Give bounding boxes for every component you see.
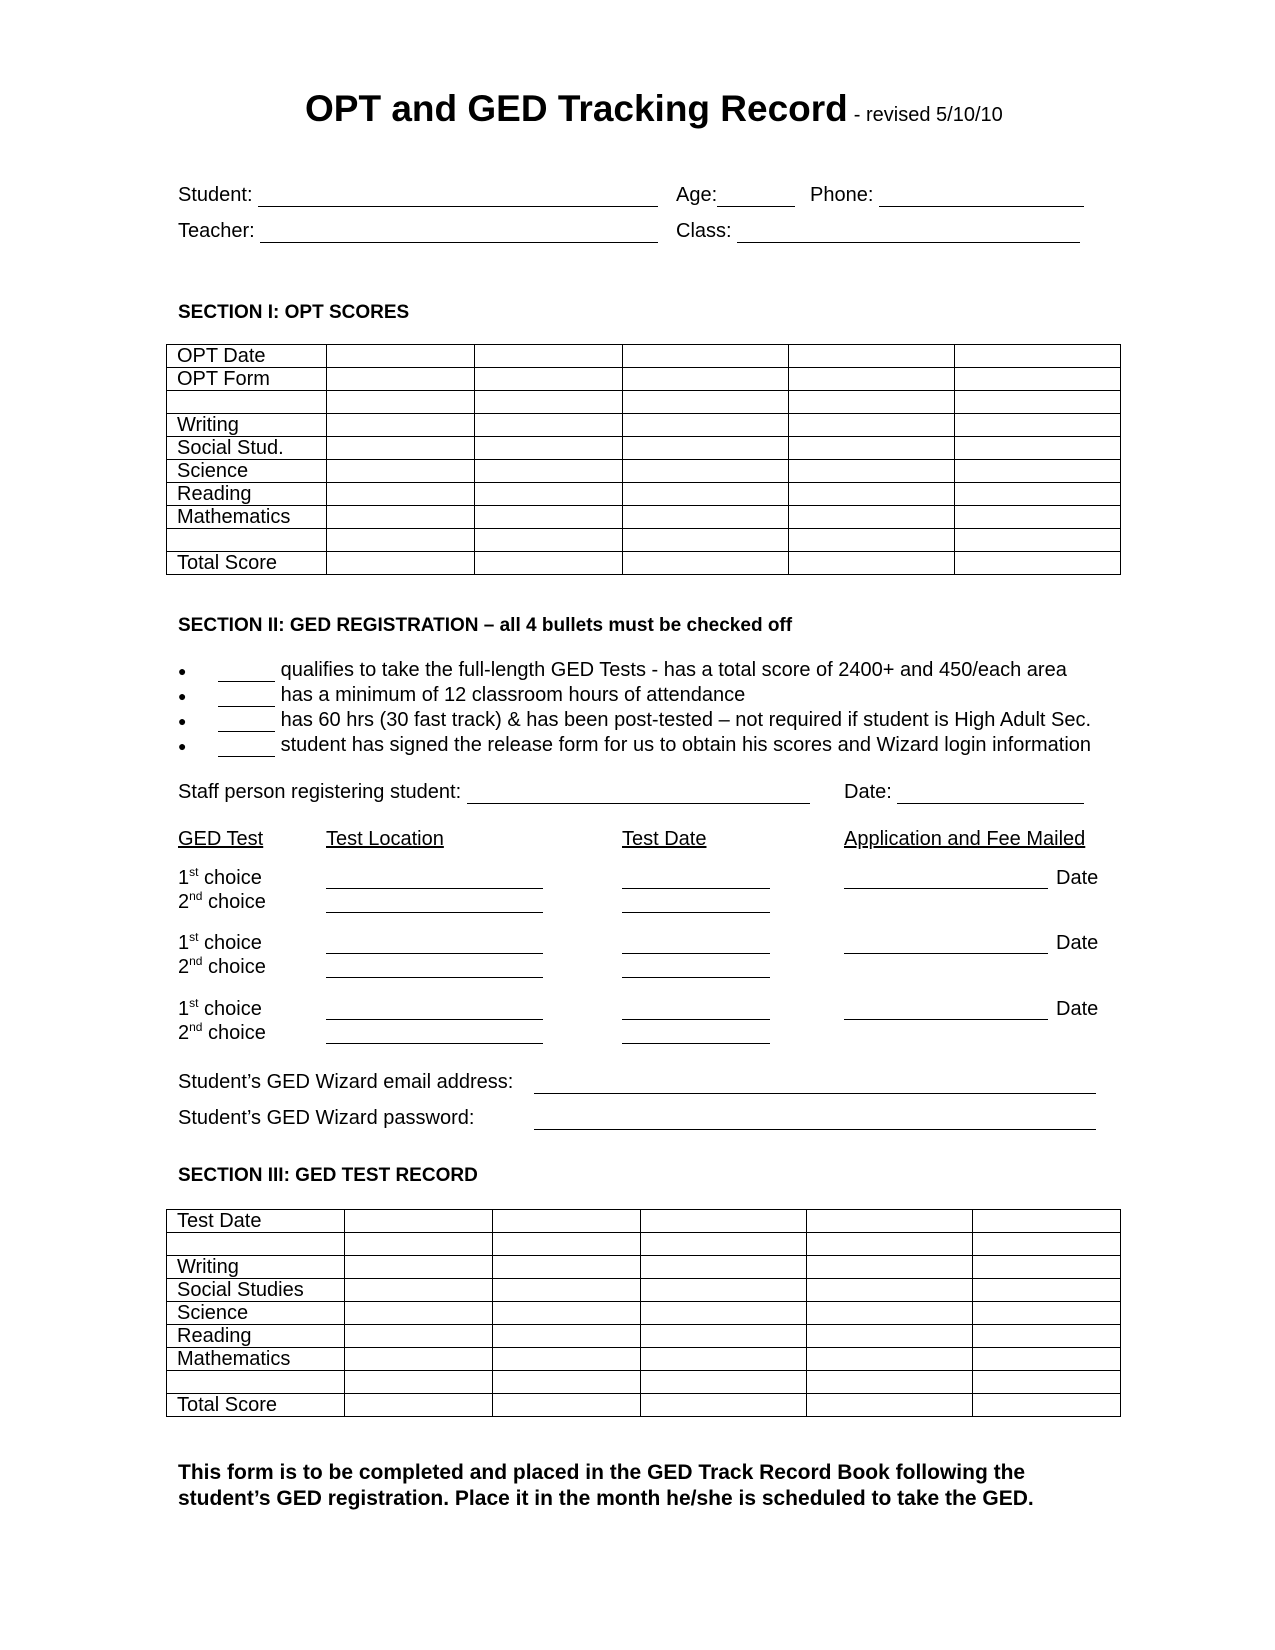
page-title xyxy=(305,88,1003,130)
choice-label xyxy=(178,932,262,955)
score-cell[interactable] xyxy=(345,1325,493,1348)
score-cell[interactable] xyxy=(475,552,623,575)
ged-test-record-table xyxy=(166,1209,1121,1417)
score-cell[interactable] xyxy=(327,345,475,368)
score-cell[interactable] xyxy=(345,1210,493,1233)
row-label: Total Score xyxy=(167,552,327,575)
score-cell[interactable] xyxy=(475,460,623,483)
section2-heading: SECTION II: GED REGISTRATION – all 4 bullets must be checked off xyxy=(178,615,793,636)
score-cell[interactable] xyxy=(807,1233,973,1256)
section3-heading: SECTION III: GED TEST RECORD xyxy=(178,1165,478,1186)
choice-label xyxy=(178,998,262,1021)
staff-label: Staff person registering student: xyxy=(178,781,462,803)
score-cell[interactable] xyxy=(623,345,789,368)
score-cell[interactable] xyxy=(973,1371,1121,1394)
score-cell[interactable] xyxy=(475,414,623,437)
table-row xyxy=(167,1302,1121,1325)
score-cell[interactable] xyxy=(475,529,623,552)
choice-word: choice xyxy=(204,998,262,1020)
checkoff-line[interactable] xyxy=(218,686,275,707)
score-cell[interactable] xyxy=(345,1394,493,1417)
score-cell[interactable] xyxy=(475,506,623,529)
score-cell[interactable] xyxy=(955,437,1121,460)
choice-ordinal: nd xyxy=(189,1020,203,1034)
score-cell[interactable] xyxy=(973,1394,1121,1417)
phone-label: Phone: xyxy=(810,184,874,206)
fee-mailed-line[interactable] xyxy=(844,868,1048,889)
row-label: OPT Form xyxy=(167,368,327,391)
score-cell[interactable] xyxy=(955,345,1121,368)
table-row xyxy=(167,414,1121,437)
teacher-field xyxy=(178,220,658,243)
bullet-item xyxy=(178,734,1091,757)
checkoff-line[interactable] xyxy=(218,661,275,682)
score-cell[interactable] xyxy=(789,345,955,368)
score-cell[interactable] xyxy=(955,483,1121,506)
test-date-line[interactable] xyxy=(622,999,770,1020)
age-label: Age: xyxy=(676,184,718,206)
choice-number: 1 xyxy=(178,867,190,889)
score-cell[interactable] xyxy=(493,1394,641,1417)
registration-date-field xyxy=(844,781,1084,804)
choice-word: choice xyxy=(208,956,266,978)
score-cell[interactable] xyxy=(973,1302,1121,1325)
score-cell[interactable] xyxy=(789,529,955,552)
score-cell[interactable] xyxy=(623,414,789,437)
student-label: Student: xyxy=(178,184,253,206)
score-cell[interactable] xyxy=(475,437,623,460)
score-cell[interactable] xyxy=(807,1302,973,1325)
wizard-password-input-line[interactable] xyxy=(534,1109,1096,1130)
row-label: Social Studies xyxy=(167,1279,345,1302)
score-cell[interactable] xyxy=(807,1210,973,1233)
fee-mailed-line[interactable] xyxy=(844,999,1048,1020)
student-input-line[interactable] xyxy=(258,186,658,207)
score-cell[interactable] xyxy=(641,1233,807,1256)
score-cell[interactable] xyxy=(955,414,1121,437)
score-cell[interactable] xyxy=(807,1279,973,1302)
age-input-line[interactable] xyxy=(717,186,795,207)
row-label: Social Stud. xyxy=(167,437,327,460)
score-cell[interactable] xyxy=(493,1325,641,1348)
choice-label xyxy=(178,1022,266,1045)
table-row xyxy=(167,552,1121,575)
table-row xyxy=(167,1256,1121,1279)
row-label: Science xyxy=(167,460,327,483)
bullet-item xyxy=(178,659,1067,682)
bullet-icon: ● xyxy=(178,713,187,729)
fee-mailed-date-label: Date xyxy=(1056,867,1099,889)
col-application-fee: Application and Fee Mailed xyxy=(844,828,1086,850)
col-test-location: Test Location xyxy=(326,828,444,850)
score-cell[interactable] xyxy=(475,368,623,391)
row-label xyxy=(167,1233,345,1256)
student-field xyxy=(178,184,658,207)
choice-ordinal: nd xyxy=(189,889,203,903)
test-location-line[interactable] xyxy=(326,868,543,889)
score-cell[interactable] xyxy=(493,1233,641,1256)
score-cell[interactable] xyxy=(955,552,1121,575)
footer-note xyxy=(178,1460,1034,1512)
row-label: Writing xyxy=(167,1256,345,1279)
score-cell[interactable] xyxy=(623,506,789,529)
score-cell[interactable] xyxy=(973,1279,1121,1302)
choice-number: 1 xyxy=(178,998,190,1020)
row-label: Test Date xyxy=(167,1210,345,1233)
score-cell[interactable] xyxy=(955,529,1121,552)
score-cell[interactable] xyxy=(493,1371,641,1394)
score-cell[interactable] xyxy=(623,368,789,391)
choice-ordinal: nd xyxy=(189,954,203,968)
score-cell[interactable] xyxy=(807,1394,973,1417)
bullet-text: has 60 hrs (30 fast track) & has been post-tested – not required if student is High Adult Sec. xyxy=(280,709,1092,731)
score-cell[interactable] xyxy=(955,460,1121,483)
table-row xyxy=(167,1325,1121,1348)
bullet-icon: ● xyxy=(178,663,187,679)
wizard-email-input-line[interactable] xyxy=(534,1073,1096,1094)
score-cell[interactable] xyxy=(641,1348,807,1371)
score-cell[interactable] xyxy=(807,1256,973,1279)
score-cell[interactable] xyxy=(807,1325,973,1348)
phone-field xyxy=(810,184,1084,207)
score-cell[interactable] xyxy=(789,391,955,414)
table-row xyxy=(167,368,1121,391)
score-cell[interactable] xyxy=(327,368,475,391)
score-cell[interactable] xyxy=(955,391,1121,414)
table-row xyxy=(167,1279,1121,1302)
test-date-line[interactable] xyxy=(622,1023,770,1044)
wizard-email-label: Student’s GED Wizard email address: xyxy=(178,1071,514,1093)
title-main: OPT and GED Tracking Record xyxy=(305,88,848,129)
fee-mailed-line[interactable] xyxy=(844,933,1048,954)
table-row xyxy=(167,460,1121,483)
row-label: Total Score xyxy=(167,1394,345,1417)
score-cell[interactable] xyxy=(641,1325,807,1348)
score-cell[interactable] xyxy=(623,437,789,460)
choice-number: 2 xyxy=(178,891,190,913)
score-cell[interactable] xyxy=(327,391,475,414)
test-date-line[interactable] xyxy=(622,892,770,913)
score-cell[interactable] xyxy=(641,1256,807,1279)
score-cell[interactable] xyxy=(475,391,623,414)
footer-line-1: This form is to be completed and placed in the GED Track Record Book following the xyxy=(178,1461,1026,1484)
score-cell[interactable] xyxy=(955,506,1121,529)
score-cell[interactable] xyxy=(973,1210,1121,1233)
teacher-input-line[interactable] xyxy=(260,222,658,243)
score-cell[interactable] xyxy=(327,552,475,575)
bullet-item xyxy=(178,709,1091,732)
test-date-line[interactable] xyxy=(622,933,770,954)
row-label: Reading xyxy=(167,1325,345,1348)
bullet-text: has a minimum of 12 classroom hours of attendance xyxy=(280,684,746,706)
table-row xyxy=(167,1394,1121,1417)
bullet-icon: ● xyxy=(178,738,187,754)
table-row xyxy=(167,1233,1121,1256)
col-test-date: Test Date xyxy=(622,828,707,850)
score-cell[interactable] xyxy=(973,1256,1121,1279)
class-input-line[interactable] xyxy=(737,222,1080,243)
score-cell[interactable] xyxy=(345,1279,493,1302)
test-location-line[interactable] xyxy=(326,1023,543,1044)
row-label xyxy=(167,529,327,552)
test-date-line[interactable] xyxy=(622,868,770,889)
choice-ordinal: st xyxy=(189,930,199,944)
test-location-line[interactable] xyxy=(326,957,543,978)
score-cell[interactable] xyxy=(789,414,955,437)
score-cell[interactable] xyxy=(493,1279,641,1302)
score-cell[interactable] xyxy=(955,368,1121,391)
score-cell[interactable] xyxy=(327,483,475,506)
staff-input-line[interactable] xyxy=(467,783,810,804)
score-cell[interactable] xyxy=(327,437,475,460)
checkoff-line[interactable] xyxy=(218,711,275,732)
row-label: OPT Date xyxy=(167,345,327,368)
score-cell[interactable] xyxy=(623,529,789,552)
score-cell[interactable] xyxy=(345,1371,493,1394)
fee-mailed-date-label: Date xyxy=(1056,998,1099,1020)
staff-field xyxy=(178,781,810,804)
test-location-line[interactable] xyxy=(326,933,543,954)
row-label: Mathematics xyxy=(167,506,327,529)
bullet-icon: ● xyxy=(178,688,187,704)
choice-number: 1 xyxy=(178,932,190,954)
class-label: Class: xyxy=(676,220,732,242)
score-cell[interactable] xyxy=(641,1279,807,1302)
row-label xyxy=(167,391,327,414)
fee-mailed-date-label: Date xyxy=(1056,932,1099,954)
score-cell[interactable] xyxy=(623,391,789,414)
choice-label xyxy=(178,891,266,914)
table-row xyxy=(167,1210,1121,1233)
score-cell[interactable] xyxy=(327,529,475,552)
score-cell[interactable] xyxy=(493,1256,641,1279)
bullet-text: qualifies to take the full-length GED Tests - has a total score of 2400+ and 450/each area xyxy=(280,659,1067,681)
choice-word: choice xyxy=(208,1022,266,1044)
score-cell[interactable] xyxy=(493,1348,641,1371)
class-field xyxy=(676,220,1080,243)
table-row xyxy=(167,437,1121,460)
choice-label xyxy=(178,956,266,979)
score-cell[interactable] xyxy=(789,483,955,506)
test-location-line[interactable] xyxy=(326,999,543,1020)
choice-number: 2 xyxy=(178,956,190,978)
row-label: Writing xyxy=(167,414,327,437)
bullet-item xyxy=(178,684,745,707)
score-cell[interactable] xyxy=(789,506,955,529)
table-row xyxy=(167,391,1121,414)
table-row xyxy=(167,1348,1121,1371)
wizard-password-label: Student’s GED Wizard password: xyxy=(178,1107,475,1129)
score-cell[interactable] xyxy=(641,1210,807,1233)
teacher-label: Teacher: xyxy=(178,220,255,242)
phone-input-line[interactable] xyxy=(879,186,1084,207)
choice-label xyxy=(178,867,262,890)
score-cell[interactable] xyxy=(493,1302,641,1325)
score-cell[interactable] xyxy=(641,1371,807,1394)
section1-heading: SECTION I: OPT SCORES xyxy=(178,302,410,323)
score-cell[interactable] xyxy=(641,1394,807,1417)
score-cell[interactable] xyxy=(973,1233,1121,1256)
opt-scores-table xyxy=(166,344,1121,575)
choice-ordinal: st xyxy=(189,996,199,1010)
score-cell[interactable] xyxy=(327,460,475,483)
registration-date-label: Date: xyxy=(844,781,892,803)
score-cell[interactable] xyxy=(789,552,955,575)
registration-date-input-line[interactable] xyxy=(897,783,1084,804)
col-ged-test: GED Test xyxy=(178,828,264,850)
score-cell[interactable] xyxy=(623,552,789,575)
score-cell[interactable] xyxy=(789,368,955,391)
choice-word: choice xyxy=(208,891,266,913)
score-cell[interactable] xyxy=(327,506,475,529)
score-cell[interactable] xyxy=(345,1302,493,1325)
age-field xyxy=(676,184,795,207)
score-cell[interactable] xyxy=(623,460,789,483)
row-label: Mathematics xyxy=(167,1348,345,1371)
score-cell[interactable] xyxy=(493,1210,641,1233)
table-row xyxy=(167,483,1121,506)
score-cell[interactable] xyxy=(789,460,955,483)
checkoff-line[interactable] xyxy=(218,736,275,757)
choice-word: choice xyxy=(204,867,262,889)
title-revision: - revised 5/10/10 xyxy=(853,104,1003,126)
score-cell[interactable] xyxy=(807,1348,973,1371)
score-cell[interactable] xyxy=(623,483,789,506)
test-location-line[interactable] xyxy=(326,892,543,913)
score-cell[interactable] xyxy=(345,1256,493,1279)
table-row xyxy=(167,506,1121,529)
score-cell[interactable] xyxy=(345,1348,493,1371)
score-cell[interactable] xyxy=(327,414,475,437)
table-row xyxy=(167,345,1121,368)
choice-number: 2 xyxy=(178,1022,190,1044)
choice-ordinal: st xyxy=(189,865,199,879)
test-date-line[interactable] xyxy=(622,957,770,978)
table-row xyxy=(167,529,1121,552)
score-cell[interactable] xyxy=(345,1233,493,1256)
row-label xyxy=(167,1371,345,1394)
row-label: Science xyxy=(167,1302,345,1325)
row-label: Reading xyxy=(167,483,327,506)
table-row xyxy=(167,1371,1121,1394)
score-cell[interactable] xyxy=(641,1302,807,1325)
score-cell[interactable] xyxy=(973,1325,1121,1348)
score-cell[interactable] xyxy=(973,1348,1121,1371)
score-cell[interactable] xyxy=(475,483,623,506)
footer-line-2: student’s GED registration. Place it in the month he/she is scheduled to take the GED. xyxy=(178,1487,1034,1510)
score-cell[interactable] xyxy=(789,437,955,460)
score-cell[interactable] xyxy=(475,345,623,368)
bullet-text: student has signed the release form for us to obtain his scores and Wizard login information xyxy=(280,734,1092,756)
choice-word: choice xyxy=(204,932,262,954)
score-cell[interactable] xyxy=(807,1371,973,1394)
